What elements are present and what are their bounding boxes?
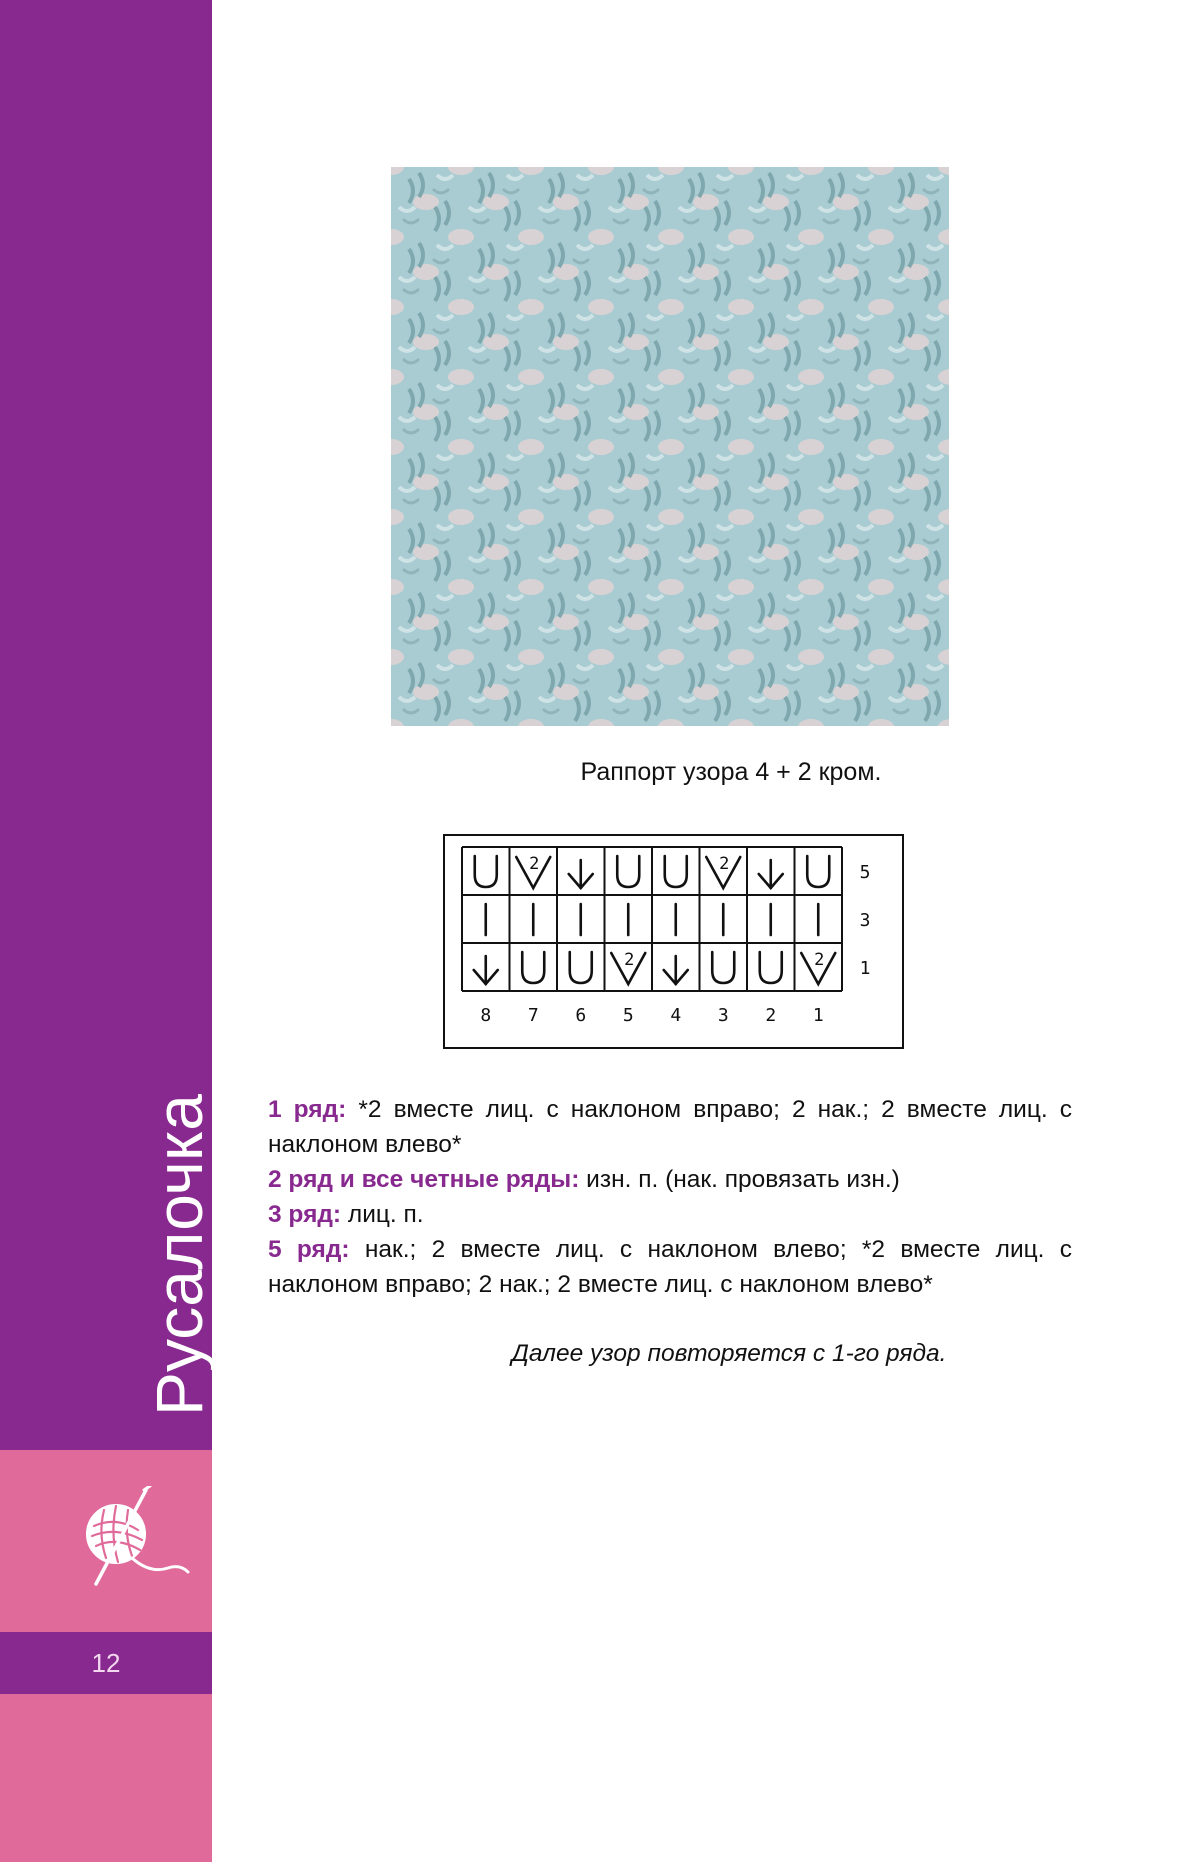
rapport-caption: Раппорт узора 4 + 2 кром. (580, 758, 882, 786)
chart-col-label: 3 (717, 1005, 729, 1026)
chart-col-label: 6 (575, 1005, 587, 1026)
pattern-title: Русалочка (142, 1094, 216, 1416)
chart-cell-symbol (570, 952, 592, 983)
chart-cell-symbol (474, 956, 498, 984)
instructions (268, 1092, 1072, 1302)
chart-cell-number: 2 (529, 854, 540, 874)
chart-cell-number: 2 (624, 950, 635, 970)
chart-cell-symbol (665, 856, 687, 887)
chart-cell-symbol (801, 950, 835, 984)
row-5-instruction (268, 1232, 1072, 1302)
row-5-text: нак.; 2 вместе лиц. с наклоном влево; *2 вместе лиц. с наклоном вправо; 2 нак.; 2 вместе лиц. с наклоном влево* (268, 1236, 1072, 1298)
chart-col-label: 8 (480, 1005, 492, 1026)
row-1-label: 1 ряд: (268, 1096, 347, 1123)
row-5-label: 5 ряд: (268, 1236, 350, 1263)
chart-col-label: 5 (622, 1005, 634, 1026)
chart-cell-symbol (706, 854, 740, 888)
row-2-label: 2 ряд и все четные ряды: (268, 1166, 580, 1193)
knitted-swatch-image (391, 167, 949, 726)
chart-cell-symbol (617, 856, 639, 887)
row-3-text: лиц. п. (341, 1201, 424, 1228)
row-1-instruction (268, 1092, 1072, 1162)
chart-cell-number: 2 (719, 854, 730, 874)
page-number: 12 (91, 1648, 121, 1678)
chart-cell-symbol (664, 956, 688, 984)
chart-cell-symbol (611, 950, 645, 984)
chart-cell-number: 2 (814, 950, 825, 970)
row-1-text: *2 вместе лиц. с наклоном вправо; 2 нак.; 2 вместе лиц. с наклоном влево* (268, 1096, 1072, 1158)
chart-col-label: 4 (670, 1005, 682, 1026)
chart-row-label: 1 (859, 958, 871, 979)
sidebar (0, 0, 216, 1862)
yarn-ball-with-hook-icon (76, 1486, 196, 1596)
chart-cell-symbol (760, 952, 782, 983)
chart-cell-symbol (712, 952, 734, 983)
knitting-chart (443, 834, 904, 1049)
repeat-note: Далее узор повторяется с 1-го ряда. (511, 1340, 947, 1367)
chart-cell-symbol (759, 860, 783, 888)
row-2-text: изн. п. (нак. провязать изн.) (579, 1166, 900, 1193)
chart-row-label: 5 (859, 862, 871, 883)
chart-cell-symbol (807, 856, 829, 887)
row-3-label: 3 ряд: (268, 1201, 342, 1228)
chart-row-label: 3 (859, 910, 871, 931)
chart-col-label: 2 (765, 1005, 777, 1026)
row-2-instruction (268, 1162, 1072, 1197)
sidebar-band-bottom (0, 1694, 212, 1862)
chart-cell-symbol (475, 856, 497, 887)
chart-cell-symbol (516, 854, 550, 888)
row-3-instruction (268, 1197, 1072, 1232)
chart-col-label: 1 (812, 1005, 824, 1026)
chart-col-label: 7 (527, 1005, 539, 1026)
chart-cell-symbol (569, 860, 593, 888)
chart-cell-symbol (522, 952, 544, 983)
